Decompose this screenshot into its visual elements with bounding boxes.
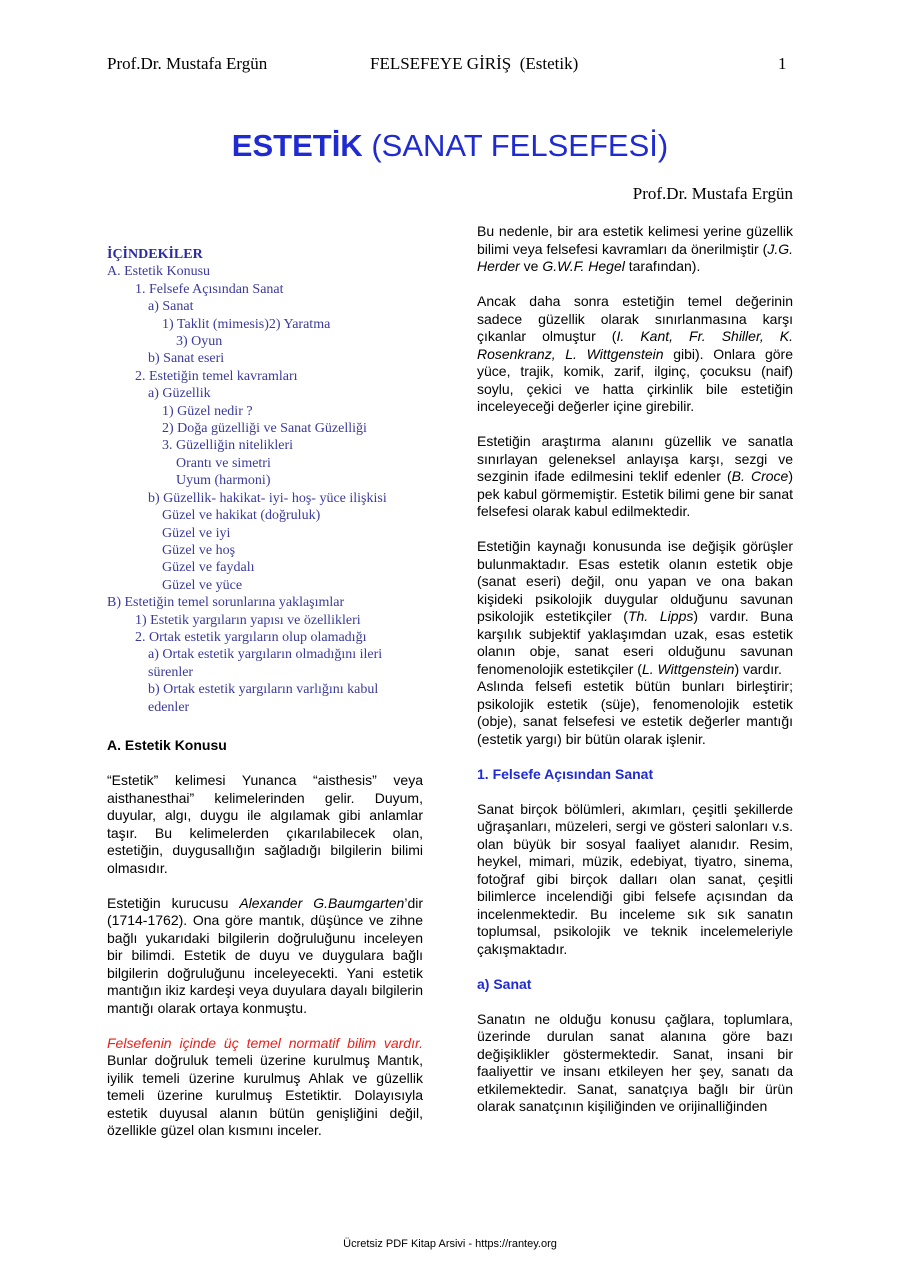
header-page-number: 1 (778, 54, 787, 73)
toc-heading: İÇİNDEKİLER (107, 247, 203, 262)
toc-item: a) Güzellik (148, 386, 211, 402)
toc-item: Orantı ve simetri (176, 455, 271, 471)
paragraph: Estetiğin kaynağı konusunda ise değişik görüşler bulunmaktadır. Esas estetik olanın estetik obje (sanat eseri) değil, onu yapan ve ona bakan kişideki psikolojik duygular olduğunu savunan psikolojik estetikçiler (Th. Lipps) vardır. Buna karşılık subjektif yaklaşımdan uzak, esas estetik olanın obje, sanat eseri olduğunu savunan fenomenolojik estetikçiler (L. Wittgenstein) vardır. (477, 538, 793, 677)
left-column (107, 737, 423, 1140)
toc-item: b) Sanat eseri (148, 351, 225, 367)
title-sub: (SANAT FELSEFESİ) (362, 128, 669, 163)
toc-item: sürenler (148, 664, 194, 680)
header-course-title: FELSEFEYE GİRİŞ (Estetik) (370, 54, 579, 73)
paragraph: Bu nedenle, bir ara estetik kelimesi yerine güzellik bilimi veya felsefesi kavramları da önerilmiştir (J.G. Herder ve G.W.F. Hegel tarafından). (477, 223, 793, 274)
paragraph: Sanatın ne olduğu konusu çağlara, toplumlara, üzerinde durulan sanat alanına göre bazı değişiklikler göstermektedir. Sanat, insani bir faaliyettir ve insanı etkileyen her şey, sanatı da etkilemektedir. Sanat, sanatçıya bağlı bir ürün olarak sanatçının kişiliğinden ve orijinalliğinden (477, 1010, 793, 1114)
byline-author: Prof.Dr. Mustafa Ergün (632, 184, 793, 203)
toc-item: a) Sanat (148, 299, 194, 315)
table-of-contents (107, 246, 437, 716)
toc-item: 2) Doğa güzelliği ve Sanat Güzelliği (162, 421, 367, 437)
toc-list (107, 263, 437, 716)
toc-item: Güzel ve hakikat (doğruluk) (162, 508, 321, 524)
toc-item: edenler (148, 699, 190, 715)
footer-source: Ücretsiz PDF Kitap Arsivi - https://rantey.org (343, 1238, 557, 1250)
paragraph: “Estetik” kelimesi Yunanca “aisthesis” veya aisthanesthai” kelimelerinden gelir. Duyum, duyular, algı, duygu ile algılamak gibi anlamlar taşır. Bu kelimelerden çıkarılabilecek olan, estetiğin, duygusallığın sağladığı bilgilerin bilimi olmasıdır. (107, 772, 423, 876)
toc-item: 3) Oyun (176, 334, 223, 350)
right-column (477, 223, 793, 1116)
highlighted-sentence: Felsefenin içinde üç temel normatif bilim vardır. (107, 1034, 423, 1051)
paragraph: Ancak daha sonra estetiğin temel değerinin sadece güzellik olarak sınırlanmasına karşı çıkanlar olmuştur (I. Kant, Fr. Shiller, K. Rosenkranz, L. Wittgenstein gibi). Onlara göre yüce, trajik, komik, zarif, ilginç, çocuksu (naif) soylu, çekici ve hatta çirkinlik bile estetiğin inceleyeceği değerler içine girebilir. (477, 293, 793, 414)
paragraph: Sanat birçok bölümleri, akımları, çeşitli şekillerde uğraşanları, müzeleri, sergi ve gösteri salonları v.s. olan büyük bir sosyal faaliyet alanıdır. Resim, heykel, mimari, müzik, edebiyat, tiyatro, sinema, fotoğraf gibi birçok dalları olan sanat, çeşitli bilimlerce incelendiği gibi felsefe açısından da incelenmektedir. Bu inceleme sık sık sanatın toplumsal, psikolojik ve teknik incelemeleriyle çakışmaktadır. (477, 800, 793, 957)
paragraph: Estetiğin kurucusu Alexander G.Baumgarten’dir (1714-1762). Ona göre mantık, düşünce ve zihne bağlı yukarıdaki bilgilerin doğruluğunu inceleyen bir bilimdi. Estetik de duyu ve duygulara bağlı bilgilerin doğruluğunu inceleyecekti. Yani estetik mantığın ikiz kardeşi veya duyulara dayalı bilgilerin mantığı olarak ortaya konmuştu. (107, 894, 423, 1016)
title-main: ESTETİK (231, 128, 363, 163)
toc-item: 1) Estetik yargıların yapısı ve özellikleri (135, 612, 361, 628)
header-author: Prof.Dr. Mustafa Ergün (107, 54, 268, 73)
toc-item: Güzel ve faydalı (162, 560, 255, 576)
toc-item: Güzel ve iyi (162, 525, 231, 541)
toc-item: 1) Taklit (mimesis)2) Yaratma (162, 316, 331, 332)
section-heading-sanat: a) Sanat (477, 975, 532, 992)
toc-item: 3. Güzelliğin nitelikleri (162, 438, 294, 454)
toc-item: 1. Felsefe Açısından Sanat (135, 281, 284, 297)
toc-item: b) Ortak estetik yargıların varlığını kabul (148, 682, 379, 698)
toc-item: 2. Ortak estetik yargıların olup olamadığı (135, 629, 367, 645)
toc-item: B) Estetiğin temel sorunlarına yaklaşımlar (107, 595, 345, 611)
paragraph: Aslında felsefi estetik bütün bunları birleştirir; psikolojik estetik (süje), fenomenolojik estetik (obje), sanat felsefesi ve estetik değerler mantığı (estetik yargı) bir bütün olarak işlenir. (477, 678, 793, 747)
section-heading-estetik-konusu: A. Estetik Konusu (107, 737, 227, 753)
toc-item: Güzel ve hoş (162, 542, 236, 558)
toc-item: a) Ortak estetik yargıların olmadığını ileri (148, 647, 383, 663)
toc-item: A. Estetik Konusu (107, 264, 211, 280)
paragraph: Estetiğin araştırma alanını güzellik ve sanatla sınırlayan geleneksel anlayışa karşı, sezgi ve sezginin ifade edilmesini teklif edenler (B. Croce) pek kabul görmemiştir. Estetik bilimi gene bir sanat felsefesi olarak kabul edilmektedir. (477, 433, 793, 519)
document-title (0, 126, 900, 166)
toc-item: b) Güzellik- hakikat- iyi- hoş- yüce ilişkisi (148, 490, 387, 506)
toc-item: Uyum (harmoni) (176, 473, 271, 489)
toc-item: 1) Güzel nedir ? (162, 403, 253, 419)
toc-item: Güzel ve yüce (162, 577, 243, 593)
section-heading-felsefe-acisindan-sanat: 1. Felsefe Açısından Sanat (477, 765, 654, 782)
toc-item: 2. Estetiğin temel kavramları (135, 368, 298, 384)
paragraph: Felsefenin içinde üç temel normatif bilim vardır. Bunlar doğruluk temeli üzerine kurulmuş Mantık, iyilik temeli üzerine kurulmuş Ahlak ve güzellik temeli üzerine kurulmuş Estetiktir. Dolayısıyla estetik duyusal alanın bütün genişliğini değil, özellikle güzel olan kısmını inceler. (107, 1034, 423, 1138)
